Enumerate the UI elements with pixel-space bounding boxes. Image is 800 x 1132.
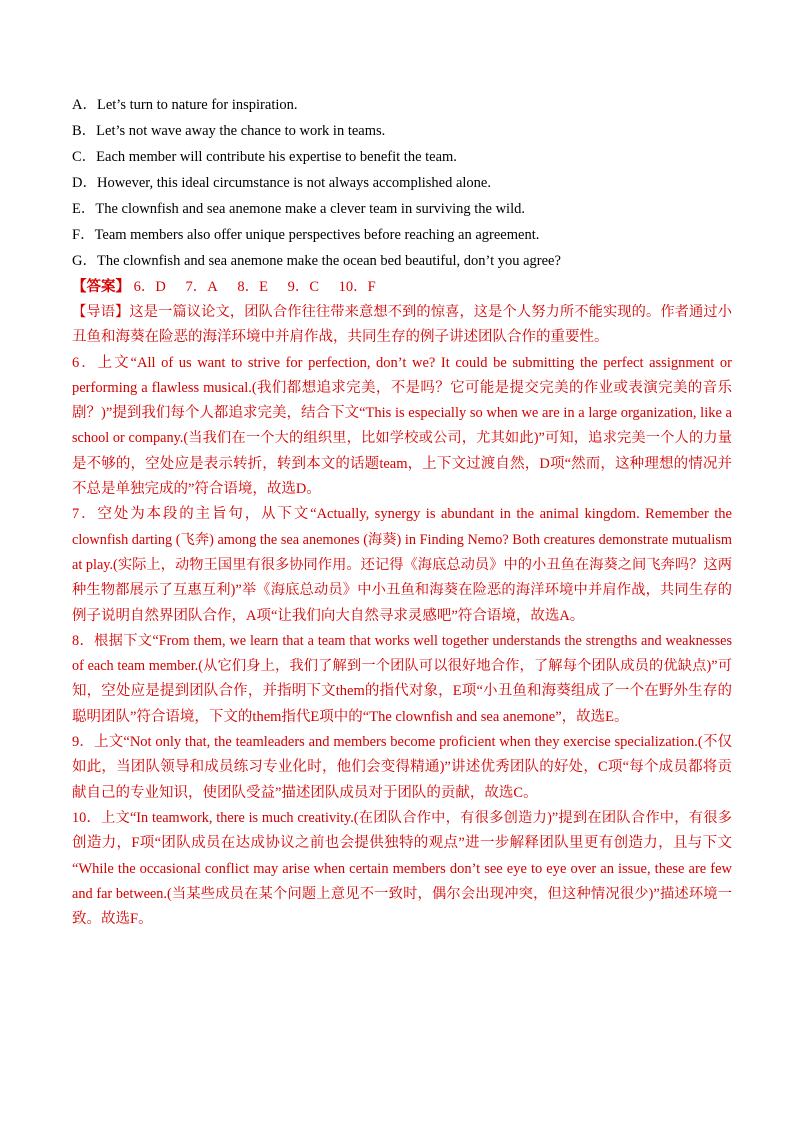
explanation-q8-line: 聪明团队”符合语境，下文的them指代E项中的“The clownfish and sea anemone”，故选E。 bbox=[72, 708, 629, 725]
option-item: B．Let’s not wave away the chance to work in teams. bbox=[72, 123, 386, 139]
explanation-q7-line: clownfish darting (飞奔) among the sea anemones (海葵) in Finding Nemo? Both creatures demonstrate mutualism bbox=[72, 531, 732, 548]
answer-item: 7．A bbox=[185, 279, 218, 295]
explanation-q6-line: 6．上文“All of us want to strive for perfection, don’t we? It could be submitting the perfect assignment or bbox=[72, 354, 732, 371]
option-item: E．The clownfish and sea anemone make a clever team in surviving the wild. bbox=[72, 201, 525, 217]
explanation-q10-line: 10．上文“In teamwork, there is much creativity.(在团队合作中，有很多创造力)”提到在团队合作中，有很多 bbox=[72, 809, 732, 826]
explanation-q9-line: 9．上文“Not only that, the teamleaders and members become proficient when they exercise specialization.(不仅 bbox=[72, 734, 732, 751]
answer-label: 【答案】 bbox=[72, 279, 130, 295]
option-list bbox=[72, 92, 732, 274]
option-item: F．Team members also offer unique perspectives before reaching an agreement. bbox=[72, 227, 540, 243]
document-page bbox=[72, 92, 732, 932]
explanation-q9-line: 如此，当团队领导和成员练习专业化时，他们会变得精通)”讲述优秀团队的好处，C项“每个成员都将贡 bbox=[72, 759, 732, 776]
explanation-q10-line: and far between.(当某些成员在某个问题上意见不一致时，偶尔会出现冲突，但这种情况很少)”描述环境一 bbox=[72, 885, 732, 902]
explanation-q10-line: 创造力，F项“团队成员在达成协议之前也会提供独特的观点”进一步解释团队里更有创造力，且与下文 bbox=[72, 835, 732, 852]
answer-item: 9．C bbox=[287, 279, 319, 295]
explanation-q6-line: 剧？)”提到我们每个人都追求完美，结合下文“This is especially so when we are in a large organization, like a bbox=[72, 405, 732, 422]
explanation-q6-line: school or company.(当我们在一个大的组织里，比如学校或公司，尤其如此)”可知，追求完美一个人的力量 bbox=[72, 430, 732, 447]
explanation-q6-line: performing a flawless musical.(我们都想追求完美，不是吗？它可能是提交完美的作业或表演完美的音乐 bbox=[72, 379, 732, 396]
answer-item: 8．E bbox=[237, 279, 268, 295]
answer-key bbox=[72, 274, 732, 300]
explanation-q8-line: of each team member.(从它们身上，我们了解到一个团队可以很好地合作，了解每个团队成员的优缺点)”可 bbox=[72, 658, 732, 675]
intro-line: 【导语】这是一篇议论文，团队合作往往带来意想不到的惊喜，这是个人努力所不能实现的。作者通过小 bbox=[72, 304, 732, 320]
option-item: D．However, this ideal circumstance is not always accomplished alone. bbox=[72, 175, 491, 191]
answer-item: 10．F bbox=[338, 279, 376, 295]
answer-section bbox=[72, 274, 732, 932]
intro-line: 丑鱼和海葵在险恶的海洋环境中并肩作战，共同生存的例子讲述团队合作的重要性。 bbox=[72, 329, 609, 346]
explanation-q10-line: “While the occasional conflict may arise when certain members don’t see eye to eye over an issue, these are few bbox=[72, 860, 732, 877]
explanation-q7-line: at play.(实际上，动物王国里有很多协同作用。还记得《海底总动员》中的小丑鱼在海葵之间飞奔吗？这两 bbox=[72, 556, 732, 573]
explanation-q10-line: 致。故选F。 bbox=[72, 911, 153, 928]
explanation-q7-line: 例子说明自然界团队合作，A项“让我们向大自然寻求灵感吧”符合语境，故选A。 bbox=[72, 607, 585, 624]
option-item: G．The clownfish and sea anemone make the ocean bed beautiful, don’t you agree? bbox=[72, 253, 561, 269]
answer-item: 6．D bbox=[133, 279, 166, 295]
explanation-q8-line: 8．根据下文“From them, we learn that a team that works well together understands the strengths and weaknesses bbox=[72, 632, 732, 649]
explanation-q7-line: 7．空处为本段的主旨句，从下文“Actually, synergy is abundant in the animal kingdom. Remember the bbox=[72, 506, 732, 523]
explanation-q6-line: 是不够的，空处应是表示转折，转到本文的话题team，上下文过渡自然，D项“然而，这种理想的情况并 bbox=[72, 455, 732, 472]
explanation-q8-line: 知，空处应是提到团队合作，并指明下文them的指代对象，E项“小丑鱼和海葵组成了一个在野外生存的 bbox=[72, 683, 732, 700]
explanation-q9-line: 献自己的专业知识，使团队受益”描述团队成员对于团队的贡献，故选C。 bbox=[72, 784, 538, 801]
explanation-q6-line: 不总是单独完成的”符合语境，故选D。 bbox=[72, 481, 321, 498]
explanation-q7-line: 种生物都展示了互惠互利)”举《海底总动员》中小丑鱼和海葵在险恶的海洋环境中并肩作战，共同生存的 bbox=[72, 582, 732, 599]
option-item: C．Each member will contribute his expertise to benefit the team. bbox=[72, 149, 457, 165]
option-item: A．Let’s turn to nature for inspiration. bbox=[72, 97, 298, 113]
